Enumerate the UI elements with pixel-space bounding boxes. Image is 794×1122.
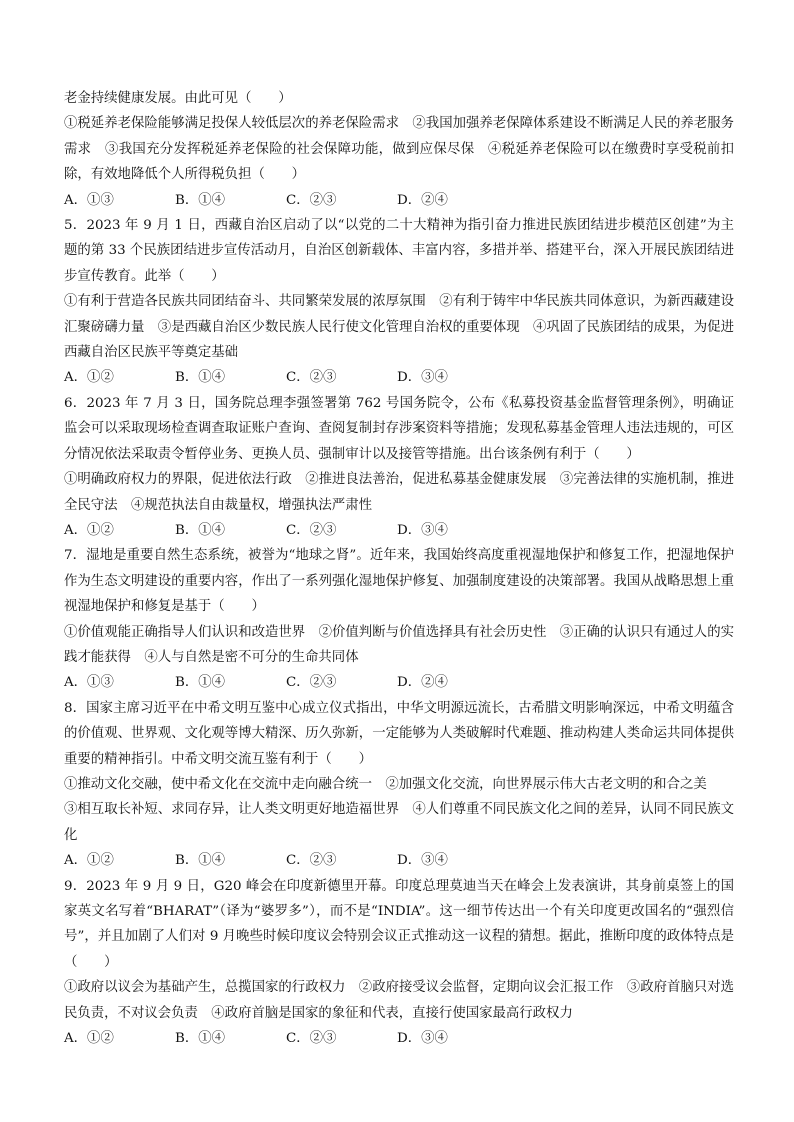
question-9 — [64, 874, 734, 1052]
option-d: D．③④ — [397, 522, 448, 538]
option-b: B．①④ — [175, 522, 226, 538]
question-statements: ①价值观能正确指导人们认识和改造世界 ②价值判断与价值选择具有社会历史性 ③正确的认识只有通过人的实践才能获得 ④人与自然是密不可分的生命共同体 — [64, 624, 734, 665]
question-stem: 5．2023 年 9 月 1 日，西藏自治区启动了以“以党的二十大精神为指引奋力推进民族团结进步模范区创建”为主题的第 33 个民族团结进步宣传活动月，自治区创新载体、丰富内容，多措并举、搭建平台，深入开展民族团结进步宣传教育。此举（ ） — [64, 218, 734, 284]
question-5 — [64, 213, 734, 391]
option-c: C．②③ — [286, 853, 337, 869]
question-4 — [64, 86, 734, 213]
answer-options — [64, 670, 734, 695]
question-statements-1: ①推动文化交融，使中希文化在交流中走向融合统一 ②加强文化交流，向世界展示伟大古老文明的和合之美 — [64, 776, 707, 792]
option-a: A．①③ — [64, 675, 114, 691]
question-statements-2: ③相互取长补短、求同存异，让人类文明更好地造福世界 ④人们尊重不同民族文化之间的差异，认同不同民族文化 — [64, 802, 734, 843]
answer-options — [64, 188, 734, 213]
question-statements: ①税延养老保险能够满足投保人较低层次的养老保险需求 ②我国加强养老保障体系建设不断满足人民的养老服务需求 ③我国充分发挥税延养老保险的社会保障功能，做到应保尽保 ④税延养老保险可以在缴费时享受税前扣除，有效地降低个人所得税负担（ ） — [64, 116, 734, 183]
question-stem: 6．2023 年 7 月 3 日，国务院总理李强签署第 762 号国务院令，公布《私募投资基金监督管理条例》，明确证监会可以采取现场检查调查取证账户查询、查阅复制封存涉案资料等措施；发现私募基金管理人违法违规的，可区分情况依法采取责令暂停业务、更换人员、强制审计以及接管等措施。出台该条例有利于（ ） — [64, 395, 734, 462]
option-a: A．①② — [64, 853, 114, 869]
answer-options — [64, 1026, 734, 1051]
option-a: A．①② — [64, 522, 114, 538]
option-d: D．②④ — [397, 675, 448, 691]
option-b: B．①④ — [175, 853, 226, 869]
question-7 — [64, 543, 734, 695]
question-stem: 8．国家主席习近平在中希文明互鉴中心成立仪式指出，中华文明源远流长，古希腊文明影响深远，中希文明蕴含的价值观、世界观、文化观等博大精深、历久弥新，一定能够为人类破解时代难题、推动构建人类命运共同体提供重要的精神指引。中希文明交流互鉴有利于（ ） — [64, 700, 734, 767]
option-d: D．③④ — [397, 853, 448, 869]
question-8 — [64, 696, 734, 874]
answer-options — [64, 365, 734, 390]
answer-options — [64, 518, 734, 543]
option-d: D．②④ — [397, 192, 448, 208]
answer-options — [64, 848, 734, 873]
option-c: C．②③ — [286, 192, 337, 208]
option-b: B．①④ — [175, 675, 226, 691]
questions-content — [64, 86, 734, 1051]
question-stem: 9．2023 年 9 月 9 日，G20 峰会在印度新德里开幕。印度总理莫迪当天在峰会上发表演讲，其身前桌签上的国家英文名写着“BHARAT”（译为“婆罗多”），而不是“INDIA”。这一细节传达出一个有关印度更改国名的“强烈信号”，并且加剧了人们对 9 月晚些时候印度议会特别会议正式推动这一议程的猜想。据此，推断印度的政体特点是（ ） — [64, 878, 734, 970]
option-d: D．③④ — [397, 1031, 448, 1047]
option-a: A．①② — [64, 1031, 114, 1047]
question-statements: ①政府以议会为基础产生，总揽国家的行政权力 ②政府接受议会监督，定期向议会汇报工作 ③政府首脑只对选民负责，不对议会负责 ④政府首脑是国家的象征和代表，直接行使国家最高行政权力 — [64, 980, 734, 1021]
option-c: C．②③ — [286, 370, 337, 386]
option-b: B．①④ — [175, 192, 226, 208]
option-c: C．②③ — [286, 675, 337, 691]
question-stem: 7．湿地是重要自然生态系统，被誉为“地球之肾”。近年来，我国始终高度重视湿地保护和修复工作，把湿地保护作为生态文明建设的重要内容，作出了一系列强化湿地保护修复、加强制度建设的决策部署。我国从战略思想上重视湿地保护和修复是基于（ ） — [64, 548, 734, 615]
option-b: B．①④ — [175, 370, 226, 386]
option-a: A．①③ — [64, 192, 114, 208]
option-a: A．①② — [64, 370, 114, 386]
option-c: C．②③ — [286, 522, 337, 538]
question-statements: ①有利于营造各民族共同团结奋斗、共同繁荣发展的浓厚氛围 ②有利于铸牢中华民族共同体意识，为新西藏建设汇聚磅礴力量 ③是西藏自治区少数民族人民行使文化管理自治权的重要体现 ④巩固了民族团结的成果，为促进西藏自治区民族平等奠定基础 — [64, 294, 734, 361]
question-statements: ①明确政府权力的界限，促进依法行政 ②推进良法善治，促进私募基金健康发展 ③完善法律的实施机制，推进全民守法 ④规范执法自由裁量权，增强执法严肃性 — [64, 472, 734, 513]
option-b: B．①④ — [175, 1031, 226, 1047]
option-c: C．②③ — [286, 1031, 337, 1047]
question-6 — [64, 391, 734, 543]
option-d: D．③④ — [397, 370, 448, 386]
question-stem: 老金持续健康发展。由此可见（ ） — [64, 91, 292, 106]
